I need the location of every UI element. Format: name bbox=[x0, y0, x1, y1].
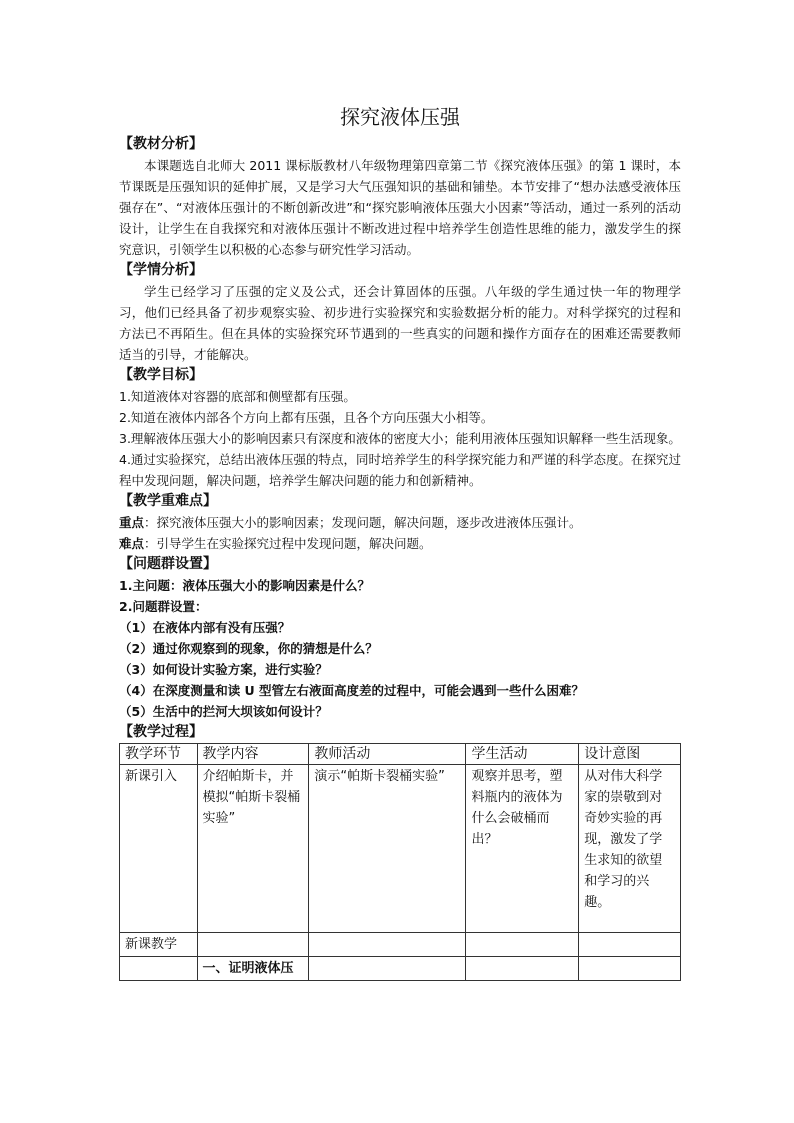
student-analysis-text: 学生已经学习了压强的定义及公式，还会计算固体的压强。八年级的学生通过快一年的物理学习，他们已经具备了初步观察实验、初步进行实验探究和实验数据分析的能力。对科学探究的过程和方法已不再陌生。但在具体的实验探究环节遇到的一些真实的问题和操作方面存在的困难还需要教师适当的引导，才能解决。 bbox=[119, 284, 681, 362]
column-header: 教学环节 bbox=[120, 744, 198, 765]
teaching-process-table bbox=[119, 743, 681, 981]
heading-student-analysis: 【学情分析】 bbox=[119, 262, 203, 278]
document-page bbox=[119, 100, 681, 981]
table-cell bbox=[309, 933, 466, 957]
table-row bbox=[120, 957, 681, 981]
table-cell bbox=[579, 933, 681, 957]
goal-item: 3.理解液体压强大小的影响因素只有深度和液体的密度大小；能利用液体压强知识解释一些生活现象。 bbox=[119, 431, 681, 446]
table-row bbox=[120, 765, 681, 933]
question-item: （4）在深度测量和读 U 型管左右液面高度差的过程中，可能会遇到一些什么困难？ bbox=[119, 683, 585, 698]
column-header: 教学内容 bbox=[197, 744, 309, 765]
table-cell: 新课引入 bbox=[120, 765, 198, 933]
heading-question-group: 【问题群设置】 bbox=[119, 556, 217, 572]
goal-item: 1.知道液体对容器的底部和侧壁都有压强。 bbox=[119, 389, 356, 404]
column-header: 学生活动 bbox=[466, 744, 579, 765]
key-point-label: 重点 bbox=[119, 515, 145, 530]
question-group-title: 2.问题群设置： bbox=[119, 599, 208, 614]
document-title: 探究液体压强 bbox=[340, 105, 460, 129]
table-cell: 观察并思考，塑料瓶内的液体为什么会破桶而出？ bbox=[466, 765, 579, 933]
difficulty-text: ：引导学生在实验探究过程中发现问题，解决问题。 bbox=[144, 536, 432, 551]
table-cell: 演示“帕斯卡裂桶实验” bbox=[309, 765, 466, 933]
table-row bbox=[120, 933, 681, 957]
table-cell: 一、证明液体压 bbox=[197, 957, 309, 981]
key-point-line bbox=[119, 512, 681, 533]
goal-item: 4.通过实验探究，总结出液体压强的特点，同时培养学生的科学探究能力和严谨的科学态度。在探究过程中发现问题，解决问题，培养学生解决问题的能力和创新精神。 bbox=[119, 452, 681, 488]
column-header: 设计意图 bbox=[579, 744, 681, 765]
textbook-analysis-text: 本课题选自北师大 2011 课标版教材八年级物理第四章第二节《探究液体压强》的第 1 课时，本节课既是压强知识的延伸扩展，又是学习大气压强知识的基础和铺垫。本节安排了“想办法感受液体压强存在”、“对液体压强计的不断创新改进”和“探究影响液体压强大小因素”等活动，通过一系列的活动设计，让学生在自我探究和对液体压强计不断改进过程中培养学生创造性思维的能力，激发学生的探究意识，引领学生以积极的心态参与研究性学习活动。 bbox=[119, 158, 681, 257]
key-point-text: ：探究液体压强大小的影响因素；发现问题，解决问题，逐步改进液体压强计。 bbox=[144, 515, 582, 530]
question-item: （5）生活中的拦河大坝该如何设计？ bbox=[119, 704, 328, 719]
column-header: 教师活动 bbox=[309, 744, 466, 765]
question-item: （2）通过你观察到的现象，你的猜想是什么？ bbox=[119, 641, 378, 656]
goal-item: 2.知道在液体内部各个方向上都有压强，且各个方向压强大小相等。 bbox=[119, 410, 494, 425]
table-cell bbox=[466, 933, 579, 957]
table-cell: 从对伟大科学家的崇敬到对奇妙实验的再现，激发了学生求知的欲望和学习的兴趣。 bbox=[579, 765, 681, 933]
table-cell bbox=[197, 933, 309, 957]
difficulty-line bbox=[119, 533, 681, 554]
difficulty-label: 难点 bbox=[119, 536, 145, 551]
main-question: 1.主问题：液体压强大小的影响因素是什么？ bbox=[119, 578, 370, 593]
table-cell bbox=[309, 957, 466, 981]
table-cell: 新课教学 bbox=[120, 933, 198, 957]
table-cell: 介绍帕斯卡，并模拟“帕斯卡裂桶实验” bbox=[197, 765, 309, 933]
heading-key-points: 【教学重难点】 bbox=[119, 493, 217, 509]
table-cell bbox=[579, 957, 681, 981]
table-cell bbox=[120, 957, 198, 981]
table-cell bbox=[466, 957, 579, 981]
question-item: （1）在液体内部有没有压强？ bbox=[119, 620, 291, 635]
heading-teaching-goals: 【教学目标】 bbox=[119, 367, 203, 383]
table-header-row bbox=[120, 744, 681, 765]
heading-textbook-analysis: 【教材分析】 bbox=[119, 136, 203, 152]
heading-teaching-process: 【教学过程】 bbox=[119, 724, 203, 740]
question-item: （3）如何设计实验方案，进行实验？ bbox=[119, 662, 328, 677]
